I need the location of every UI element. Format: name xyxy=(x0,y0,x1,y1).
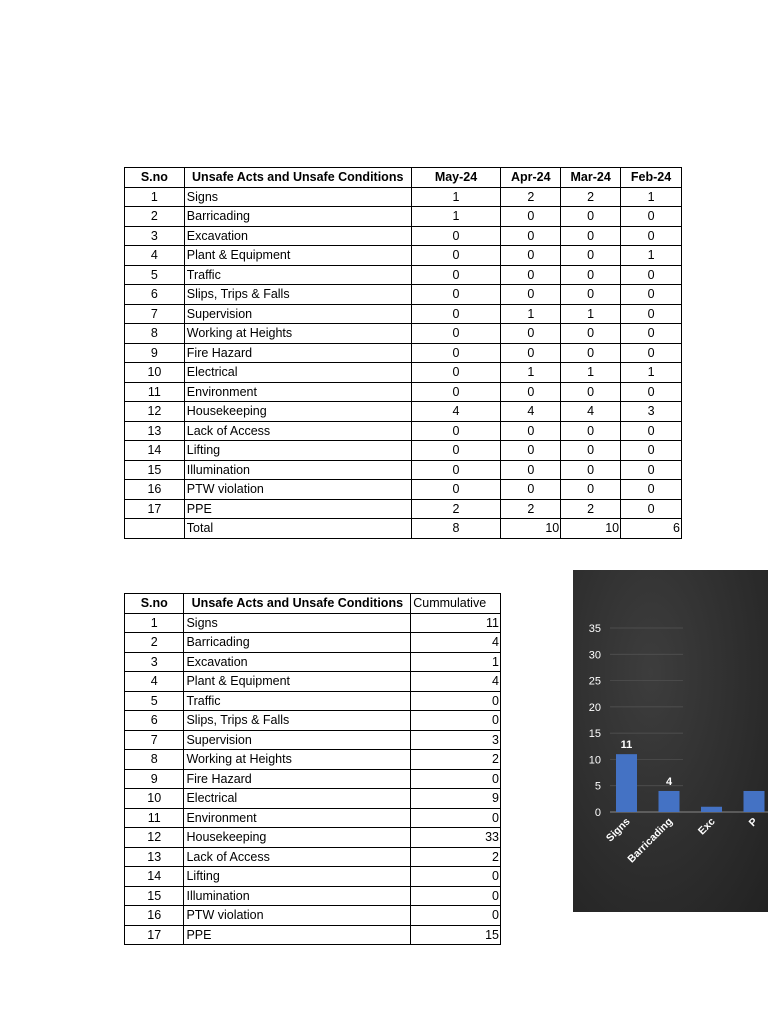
table-row xyxy=(125,226,682,246)
column-header: Unsafe Acts and Unsafe Conditions xyxy=(184,168,411,188)
table-row xyxy=(125,925,501,945)
row-number: 16 xyxy=(125,906,184,926)
cumulative-count: 11 xyxy=(411,613,501,633)
category-name: Environment xyxy=(184,382,411,402)
month-count: 0 xyxy=(411,421,501,441)
table-row xyxy=(125,187,682,207)
month-count: 0 xyxy=(561,460,621,480)
data-label: 4 xyxy=(665,775,673,788)
row-number: 10 xyxy=(125,789,184,809)
month-count: 0 xyxy=(621,441,682,461)
table-row xyxy=(125,847,501,867)
row-number: 4 xyxy=(125,246,185,266)
y-tick-label: 0 xyxy=(594,807,601,819)
month-count: 4 xyxy=(561,402,621,422)
column-header: Mar-24 xyxy=(561,168,621,188)
cumulative-table-header xyxy=(125,594,501,614)
month-count: 0 xyxy=(621,382,682,402)
row-number: 17 xyxy=(125,499,185,519)
cumulative-count: 9 xyxy=(411,789,501,809)
table-row xyxy=(125,730,501,750)
cumulative-count: 1 xyxy=(411,652,501,672)
table-row xyxy=(125,363,682,383)
table-row xyxy=(125,867,501,887)
table-row xyxy=(125,402,682,422)
month-count: 0 xyxy=(621,499,682,519)
row-number: 11 xyxy=(125,808,184,828)
month-count: 0 xyxy=(411,480,501,500)
category-name: Working at Heights xyxy=(184,324,411,344)
category-name: PPE xyxy=(184,925,411,945)
row-number: 1 xyxy=(125,613,184,633)
month-count: 0 xyxy=(411,324,501,344)
row-number: 11 xyxy=(125,382,185,402)
total-value: 10 xyxy=(561,519,621,539)
category-name: Lack of Access xyxy=(184,847,411,867)
month-count: 0 xyxy=(561,226,621,246)
category-name: Housekeeping xyxy=(184,828,411,848)
month-count: 1 xyxy=(621,363,682,383)
table-row xyxy=(125,265,682,285)
row-number: 3 xyxy=(125,652,184,672)
month-count: 0 xyxy=(501,441,561,461)
row-number: 14 xyxy=(125,441,185,461)
month-count: 4 xyxy=(411,402,501,422)
table-row xyxy=(125,769,501,789)
category-name: Plant & Equipment xyxy=(184,246,411,266)
cumulative-count: 0 xyxy=(411,808,501,828)
month-count: 0 xyxy=(621,285,682,305)
bar-barricading xyxy=(659,791,680,812)
cumulative-count: 15 xyxy=(411,925,501,945)
column-header: May-24 xyxy=(411,168,501,188)
bar-excavation xyxy=(701,807,722,812)
month-count: 0 xyxy=(501,285,561,305)
category-name: Supervision xyxy=(184,730,411,750)
month-count: 1 xyxy=(501,304,561,324)
month-count: 2 xyxy=(501,187,561,207)
month-count: 0 xyxy=(411,441,501,461)
total-value: 10 xyxy=(501,519,561,539)
table-row xyxy=(125,499,682,519)
row-number: 12 xyxy=(125,828,184,848)
month-count: 0 xyxy=(411,265,501,285)
month-count: 0 xyxy=(621,421,682,441)
cumulative-count: 0 xyxy=(411,886,501,906)
table-row xyxy=(125,421,682,441)
category-name: Traffic xyxy=(184,691,411,711)
y-tick-label: 15 xyxy=(588,728,601,741)
month-count: 0 xyxy=(621,343,682,363)
category-name: PTW violation xyxy=(184,906,411,926)
cumulative-count: 4 xyxy=(411,633,501,653)
month-count: 1 xyxy=(561,304,621,324)
category-name: PPE xyxy=(184,499,411,519)
row-number: 15 xyxy=(125,886,184,906)
row-number: 2 xyxy=(125,207,185,227)
row-number: 14 xyxy=(125,867,184,887)
y-tick-label: 25 xyxy=(588,675,601,688)
row-number: 3 xyxy=(125,226,185,246)
table-row xyxy=(125,324,682,344)
table-row xyxy=(125,711,501,731)
table-row xyxy=(125,672,501,692)
category-name: Plant & Equipment xyxy=(184,672,411,692)
row-number: 7 xyxy=(125,730,184,750)
month-count: 0 xyxy=(561,343,621,363)
month-count: 0 xyxy=(621,480,682,500)
table-row xyxy=(125,207,682,227)
row-number: 9 xyxy=(125,769,184,789)
cumulative-table xyxy=(124,593,501,945)
row-number: 4 xyxy=(125,672,184,692)
x-tick-label: Barricading xyxy=(625,815,676,866)
column-header: Cummulative xyxy=(411,594,501,614)
table-row xyxy=(125,460,682,480)
y-tick-label: 35 xyxy=(588,623,601,635)
row-number: 13 xyxy=(125,847,184,867)
month-count: 0 xyxy=(561,246,621,266)
monthly-table-header xyxy=(125,168,682,188)
table-row xyxy=(125,789,501,809)
bar-signs xyxy=(616,754,637,812)
cumulative-count: 3 xyxy=(411,730,501,750)
month-count: 0 xyxy=(501,226,561,246)
month-count: 0 xyxy=(561,480,621,500)
category-name: Supervision xyxy=(184,304,411,324)
category-name: Illumination xyxy=(184,460,411,480)
row-number: 8 xyxy=(125,324,185,344)
column-header: Feb-24 xyxy=(621,168,682,188)
table-row xyxy=(125,906,501,926)
month-count: 3 xyxy=(621,402,682,422)
month-count: 0 xyxy=(561,324,621,344)
table-row xyxy=(125,441,682,461)
cumulative-bar-chart xyxy=(573,570,768,912)
category-name: Electrical xyxy=(184,789,411,809)
row-number: 5 xyxy=(125,265,185,285)
row-number: 9 xyxy=(125,343,185,363)
column-header: Apr-24 xyxy=(501,168,561,188)
category-name: Electrical xyxy=(184,363,411,383)
y-tick-label: 30 xyxy=(588,649,601,662)
month-count: 2 xyxy=(501,499,561,519)
month-count: 0 xyxy=(501,207,561,227)
category-name: Barricading xyxy=(184,633,411,653)
table-row xyxy=(125,285,682,305)
month-count: 0 xyxy=(621,324,682,344)
category-name: Excavation xyxy=(184,652,411,672)
month-count: 4 xyxy=(501,402,561,422)
month-count: 0 xyxy=(411,343,501,363)
month-count: 1 xyxy=(411,187,501,207)
table-row xyxy=(125,886,501,906)
month-count: 0 xyxy=(621,207,682,227)
category-name: Barricading xyxy=(184,207,411,227)
category-name: Signs xyxy=(184,187,411,207)
column-header: Unsafe Acts and Unsafe Conditions xyxy=(184,594,411,614)
total-label: Total xyxy=(184,519,411,539)
month-count: 2 xyxy=(561,499,621,519)
row-number: 5 xyxy=(125,691,184,711)
category-name: Illumination xyxy=(184,886,411,906)
month-count: 0 xyxy=(561,421,621,441)
category-name: Traffic xyxy=(184,265,411,285)
row-number: 13 xyxy=(125,421,185,441)
category-name: Lack of Access xyxy=(184,421,411,441)
y-tick-label: 10 xyxy=(588,754,601,767)
month-count: 1 xyxy=(411,207,501,227)
table-row xyxy=(125,633,501,653)
table-row xyxy=(125,246,682,266)
table-row xyxy=(125,613,501,633)
y-tick-label: 20 xyxy=(588,701,601,714)
month-count: 0 xyxy=(501,343,561,363)
category-name: Working at Heights xyxy=(184,750,411,770)
month-count: 0 xyxy=(621,304,682,324)
monthly-table xyxy=(124,167,682,539)
table-row xyxy=(125,382,682,402)
month-count: 0 xyxy=(411,382,501,402)
total-row xyxy=(125,519,682,539)
month-count: 1 xyxy=(621,246,682,266)
table-row xyxy=(125,652,501,672)
month-count: 0 xyxy=(411,285,501,305)
month-count: 0 xyxy=(561,265,621,285)
category-name: Lifting xyxy=(184,867,411,887)
data-label: 11 xyxy=(620,739,633,752)
total-value xyxy=(125,519,185,539)
row-number: 10 xyxy=(125,363,185,383)
cumulative-count: 33 xyxy=(411,828,501,848)
row-number: 6 xyxy=(125,711,184,731)
column-header: S.no xyxy=(125,168,185,188)
month-count: 0 xyxy=(411,460,501,480)
month-count: 0 xyxy=(621,460,682,480)
month-count: 1 xyxy=(561,363,621,383)
month-count: 0 xyxy=(621,265,682,285)
row-number: 8 xyxy=(125,750,184,770)
bar-plant-equipment xyxy=(744,791,765,812)
table-row xyxy=(125,304,682,324)
category-name: Lifting xyxy=(184,441,411,461)
month-count: 0 xyxy=(501,382,561,402)
month-count: 1 xyxy=(621,187,682,207)
row-number: 17 xyxy=(125,925,184,945)
table-row xyxy=(125,691,501,711)
category-name: Housekeeping xyxy=(184,402,411,422)
table-row xyxy=(125,828,501,848)
month-count: 0 xyxy=(561,285,621,305)
category-name: Environment xyxy=(184,808,411,828)
cumulative-count: 2 xyxy=(411,847,501,867)
cumulative-count: 2 xyxy=(411,750,501,770)
row-number: 12 xyxy=(125,402,185,422)
month-count: 2 xyxy=(411,499,501,519)
x-tick-label: Exc xyxy=(695,815,718,838)
month-count: 0 xyxy=(561,441,621,461)
cumulative-count: 0 xyxy=(411,906,501,926)
row-number: 16 xyxy=(125,480,185,500)
month-count: 0 xyxy=(501,324,561,344)
total-value: 8 xyxy=(411,519,501,539)
category-name: Signs xyxy=(184,613,411,633)
row-number: 6 xyxy=(125,285,185,305)
month-count: 0 xyxy=(561,382,621,402)
month-count: 0 xyxy=(621,226,682,246)
month-count: 0 xyxy=(561,207,621,227)
table-row xyxy=(125,343,682,363)
row-number: 7 xyxy=(125,304,185,324)
row-number: 2 xyxy=(125,633,184,653)
cumulative-count: 0 xyxy=(411,691,501,711)
cumulative-count: 4 xyxy=(411,672,501,692)
month-count: 0 xyxy=(501,265,561,285)
column-header: S.no xyxy=(125,594,184,614)
category-name: Fire Hazard xyxy=(184,769,411,789)
category-name: PTW violation xyxy=(184,480,411,500)
cumulative-count: 0 xyxy=(411,769,501,789)
row-number: 15 xyxy=(125,460,185,480)
table-row xyxy=(125,808,501,828)
table-row xyxy=(125,480,682,500)
x-tick-label: P xyxy=(746,815,761,830)
total-value: 6 xyxy=(621,519,682,539)
month-count: 0 xyxy=(411,363,501,383)
category-name: Excavation xyxy=(184,226,411,246)
table-row xyxy=(125,750,501,770)
month-count: 0 xyxy=(411,246,501,266)
row-number: 1 xyxy=(125,187,185,207)
month-count: 0 xyxy=(501,246,561,266)
category-name: Fire Hazard xyxy=(184,343,411,363)
y-tick-label: 5 xyxy=(594,780,601,793)
month-count: 0 xyxy=(411,304,501,324)
category-name: Slips, Trips & Falls xyxy=(184,711,411,731)
month-count: 1 xyxy=(501,363,561,383)
cumulative-count: 0 xyxy=(411,711,501,731)
month-count: 0 xyxy=(501,460,561,480)
month-count: 0 xyxy=(411,226,501,246)
cumulative-count: 0 xyxy=(411,867,501,887)
month-count: 2 xyxy=(561,187,621,207)
month-count: 0 xyxy=(501,480,561,500)
x-tick-label: Signs xyxy=(603,815,633,845)
category-name: Slips, Trips & Falls xyxy=(184,285,411,305)
month-count: 0 xyxy=(501,421,561,441)
